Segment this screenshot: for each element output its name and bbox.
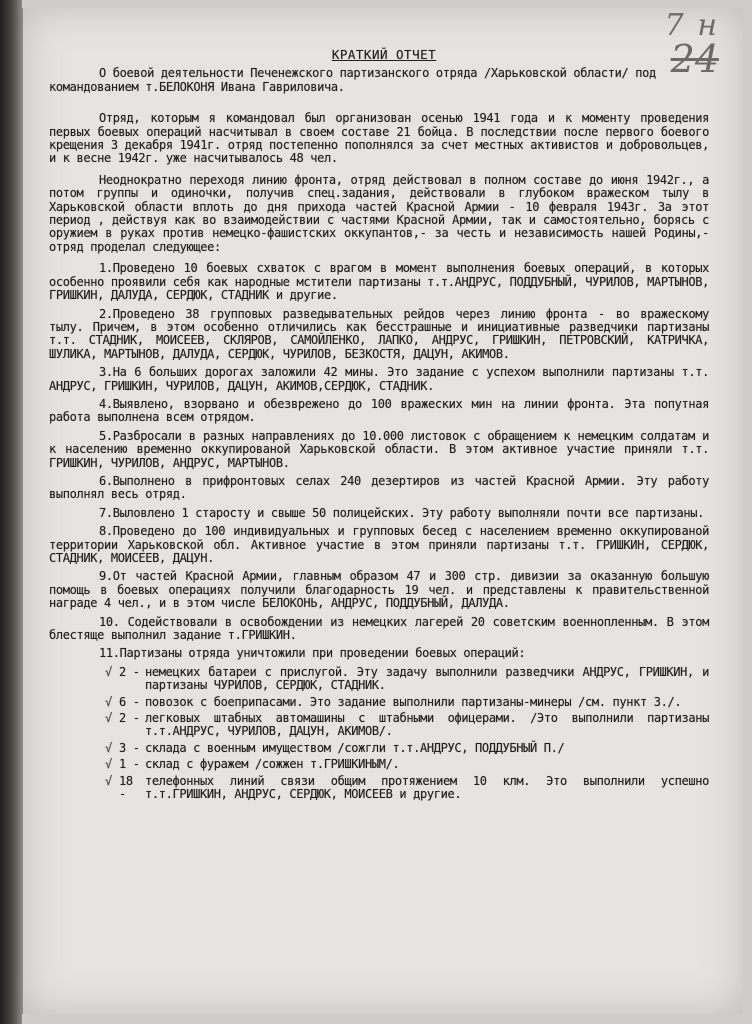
archive-page-number: 7 н <box>664 8 719 43</box>
destroyed-target-row <box>105 666 709 693</box>
document-body <box>49 48 709 805</box>
destroyed-target-row <box>105 742 709 755</box>
destroyed-target-row <box>105 775 709 802</box>
list-item-9: 9.От частей Красной Армии, главным образом 47 и 300 стр. дивизии за оказанную большую помощь в боевых операциях получили благодарность 19 чел. и представлены к правительственной награде 4 чел., и в этом числе БЕЛОКОНЬ, АНДРУС, ПОДДУБНЫЙ, ДАЛУДА. <box>49 569 709 611</box>
check-mark-icon: √ <box>105 757 112 772</box>
list-item-8: 8.Проведено до 100 индивидуальных и групповых бесед с населением временно оккупированой территории Харьковской обл. Активное участие в этом приняли партизаны т.т. ГРИШКИН, СЕРДЮК, СТАДНИК, МОИСЕЕВ, ДАЦУН. <box>49 524 709 565</box>
list-item-11-intro: 11.Партизаны отряда уничтожили при проведении боевых операций: <box>99 646 526 661</box>
destroyed-target-row <box>105 712 709 739</box>
document-sheet <box>22 8 743 1014</box>
list-item-6: 6.Выполнено в прифронтовых селах 240 дезертиров из частей Красной Армии. Эту работу выполнял весь отряд. <box>49 473 709 502</box>
destroyed-description: телефонных линий связи общим протяжением 10 клм. Это выполнили успешно т.т.ГРИШКИН, АНДРУС, СЕРДЮК, МОИСЕЕВ и другие. <box>145 773 709 802</box>
list-item-4: 4.Выявлено, взорвано и обезврежено до 100 вражеских мин на линии фронта. Эта попутная работа выполнена всем отрядом. <box>49 396 709 425</box>
destroyed-count: 18 - <box>119 773 133 802</box>
paragraph-activity: Неоднократно переходя линию фронта, отряд действовал в полном составе до июня 1942г., а потом группы и одиночки, получив спец.задания, действовали в глубоком вражеском тылу в Харьковской области вплоть до дня прихода частей Красной Армии - 10 февраля 1943г. За этот период , действуя как во взаимодействии с частями Красной Армии, так и самостоятельно, борясь с оружием в руках против немецко-фашистских оккупантов,- за честь и независимость нашей Родины,- отряд проделал следующее: <box>49 172 709 254</box>
destroyed-targets-list <box>105 666 709 802</box>
list-item-7: 7.Выловлено 1 старосту и свыше 50 полицейских. Эту работу выполняли почти все партизаны. <box>99 505 704 520</box>
destroyed-count: 2 - <box>119 711 140 726</box>
destroyed-count: 3 - <box>119 740 140 755</box>
document-title: КРАТКИЙ ОТЧЕТ <box>331 47 437 62</box>
list-item-1: 1.Проведено 10 боевых схваток с врагом в момент выполнения боевых операций, в которых особенно проявили себя как народные мстители партизаны т.т.АНДРУС, ПОДДУБНЫЙ, ЧУРИЛОВ, МАРТЫНОВ, ГРИШКИН, ДАЛУДА, СЕРДЮК, СТАДНИК и другие. <box>49 261 709 303</box>
check-mark-icon: √ <box>105 664 112 679</box>
destroyed-description: склада с военным имуществом /сожгли т.т.АНДРУС, ПОДДУБНЫЙ П./ <box>145 740 565 755</box>
destroyed-count: 6 - <box>119 694 140 709</box>
check-mark-icon: √ <box>105 694 112 709</box>
destroyed-description: легковых штабных автомашины с штабными офицерами. /Это выполнили партизаны т.т.АНДРУС, ЧУРИЛОВ, ДАЦУН, АКИМОВ/. <box>145 711 709 739</box>
destroyed-target-row <box>105 696 709 709</box>
check-mark-icon: √ <box>105 773 112 788</box>
destroyed-count: 2 - <box>119 664 140 679</box>
list-item-3: 3.На 6 больших дорогах заложили 42 мины. Это задание с успехом выполнили партизаны т.т. АНДРУС, ГРИШКИН, ЧУРИЛОВ, ДАЦУН, АКИМОВ,СЕРДЮК, СТАДНИК. <box>49 365 709 393</box>
archive-page-number-old: 24 <box>670 36 719 81</box>
list-item-2: 2.Проведено 38 групповых разведывательных рейдов через линию фронта - во вражескому тылу. Причем, в этом особенно отличились как бесстрашные и инициативные разведчики партизаны т.т. СТАДНИК, МОИСЕЕВ, СКЛЯРОВ, САМОЙЛЕНКО, ЛАПКО, АНДРУС, ГРИШКИН, ПЕТРОВСКИЙ, КАТРИЧКА, ШУЛИКА, МАРТЫНОВ, ДАЛУДА, СЕРДЮК, ЧУРИЛОВ, БЕЗКОСТЯ, ДАЦУН, АКИМОВ. <box>49 306 709 361</box>
destroyed-target-row <box>105 758 709 771</box>
document-subtitle: О боевой деятельности Печенежского партизанского отряда /Харьковской области/ под командованием т.БЕЛОКОНЯ Ивана Гавриловича. <box>49 66 656 94</box>
check-mark-icon: √ <box>105 711 112 726</box>
binding-edge <box>0 0 22 1024</box>
destroyed-description: склад с фуражем /сожжен т.ГРИШКИНЫМ/. <box>145 757 400 772</box>
destroyed-description: повозок с боеприпасами. Это задание выполнили партизаны-минеры /см. пункт 3./. <box>145 694 682 709</box>
destroyed-description: немецких батареи с прислугой. Эту задачу выполнили разведчики АНДРУС, ГРИШКИН, и партизаны ЧУРИЛОВ, СЕРДЮК, СТАДНИК. <box>145 664 709 693</box>
destroyed-count: 1 - <box>119 757 140 772</box>
list-item-10: 10. Содействовали в освобождении из немецких лагерей 20 советским военнопленным. В этом блестяще выполнил задание т.ГРИШКИН. <box>49 614 709 643</box>
check-mark-icon: √ <box>105 740 112 755</box>
paragraph-intro: Отряд, которым я командовал был организован осенью 1941 года и к моменту проведения первых боевых операций насчитывал в своем составе 21 бойца. В последствии после первого боевого крещения 3 декабря 1941г. отряд постепенно пополнялся за счет местных активистов и добровольцев, и к весне 1942г. уже насчитывалось 48 чел. <box>49 111 709 166</box>
list-item-5: 5.Разбросали в разных направлениях до 10.000 листовок с обращением к немецким солдатам и к населению временно оккупированой Харьковской области. В этом активное участие приняли т.т. ГРИШКИН, ЧУРИЛОВ, АНДРУС, МАРТЫНОВ. <box>49 428 709 470</box>
